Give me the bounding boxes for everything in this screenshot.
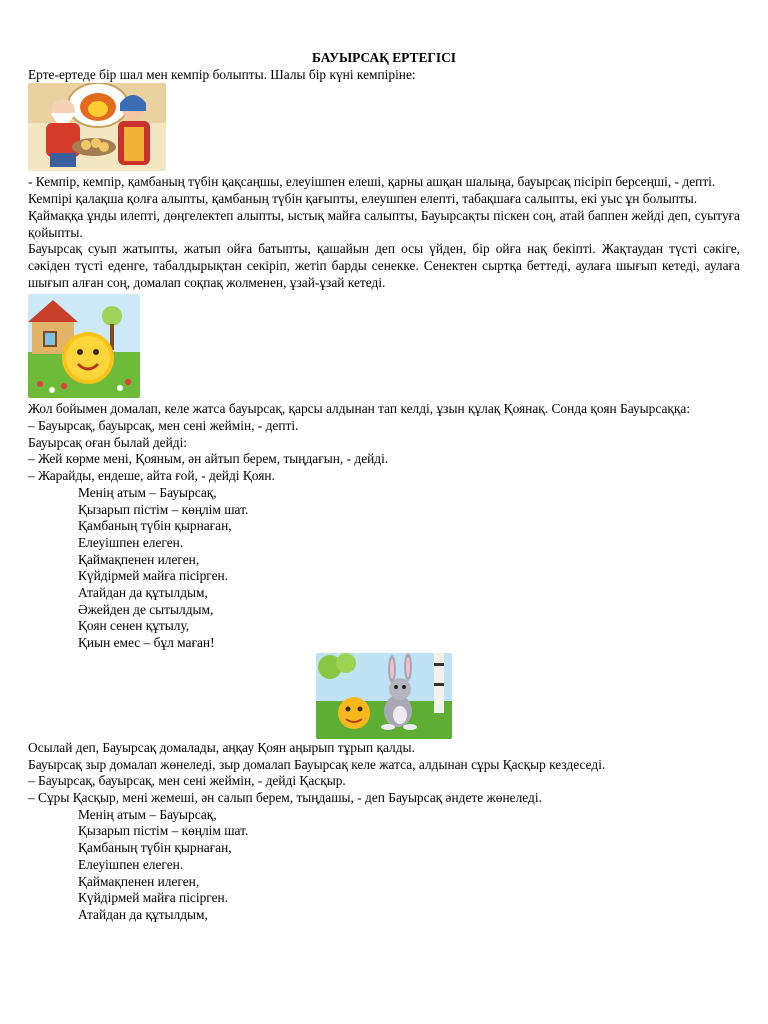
paragraph-hare-left: Осылай деп, Бауырсақ домалады, аңқау Қоян аңырып тұрып қалды. <box>28 739 415 755</box>
song-line: Қаймақпенен илеген, <box>78 873 200 889</box>
bauyrsak-reply-line: – Жей көрме мені, Қояным, ән айтып берем, тыңдағын, - дейді. <box>28 451 389 467</box>
bauyrsak-says-line: Бауырсақ оған былай дейді: <box>28 434 188 450</box>
song-line: Елеуішпен елеген. <box>78 856 184 872</box>
song-line: Қиын емес – бұл маған! <box>78 635 215 651</box>
song-line: Қамбаның түбін қырнаған, <box>78 518 232 534</box>
page-title: БАУЫРСАҚ ЕРТЕГІСІ <box>312 50 456 65</box>
paragraph-dough: Қаймаққа ұнды илепті, дөңгелектеп алыпты, ыстық майға салыпты, Бауырсақты піскен соң, атай баппен жейді деп, суытуға қойыпты. <box>28 207 740 240</box>
document-body <box>28 50 740 924</box>
song-line: Елеуішпен елеген. <box>78 534 184 550</box>
song-line: Күйдірмей майға пісірген. <box>78 568 229 584</box>
paragraph-escape: Бауырсақ суып жатыпты, жатып ойға батыпты, қашайын деп осы үйден, бір ойға нақ бекіпті. Жақтаудан түсті сәкіге, сәкіден түсті еденге, табалдырықтан секіріп, жетіп барды сенекке. Сенектен сыртқа беттеді, аулаға шығып кетеді, аулаға шығып алған соң, домалап соқпақ жолменен, ұзай-ұзай кетеді. <box>28 241 740 290</box>
song-verse-2 <box>28 807 740 924</box>
wolf-line-1: – Бауырсақ, бауырсақ, мен сені жеймін, - дейді Қасқыр. <box>28 773 346 789</box>
bauyrsak-and-hare-illustration <box>316 653 452 739</box>
paragraph-intro: Ерте-ертеде бір шал мен кемпір болыпты. Шалы бір күні кемпіріне: <box>28 66 416 82</box>
bauyrsak-reply-wolf: – Сұры Қасқыр, мені жемеші, ән салып берем, тыңдашы, - деп Бауырсақ әндете жөнеледі. <box>28 789 542 805</box>
paragraph-meets-hare: Жол бойымен домалап, келе жатса бауырсақ, қарсы алдынан тап келді, ұзын құлақ Қоянақ. Сонда қоян Бауырсаққа: <box>28 401 691 417</box>
hare-line-1: – Бауырсақ, бауырсақ, мен сені жеймін, - депті. <box>28 418 299 434</box>
song-line: Әжейден де сытылдым, <box>78 601 214 617</box>
song-line: Менің атым – Бауырсақ, <box>78 484 217 500</box>
paragraph-meets-wolf: Бауырсақ зыр домалап жөнеледі, зыр домалап Бауырсақ келе жатса, алдынан сұры Қасқыр кездеседі. <box>28 756 606 772</box>
song-line: Қызарып пістім – көңлім шат. <box>78 501 249 517</box>
song-line: Атайдан да құтылдым, <box>78 906 208 922</box>
paragraph-old-man-request: - Кемпір, кемпір, қамбаның түбін қақсаңшы, елеуішпен елеші, қарны ашқан шалыңа, бауырсақ пісіріп берсеңші, - депті. <box>28 174 716 190</box>
song-line: Күйдірмей майға пісірген. <box>78 890 229 906</box>
hare-line-2: – Жарайды, ендеше, айта ғой, - дейді Қоян. <box>28 468 275 484</box>
song-line: Қаймақпенен илеген, <box>78 551 200 567</box>
song-line: Қамбаның түбін қырнаған, <box>78 840 232 856</box>
song-line: Атайдан да құтылдым, <box>78 585 208 601</box>
song-verse-1 <box>28 485 740 652</box>
paragraph-flour: Кемпірі қалақша қолға алыпты, қамбаның түбін қағыпты, елеушпен елепті, табақшаға салыпты, екі уыс ұн болыпты. <box>28 191 698 207</box>
song-line: Қызарып пістім – көңлім шат. <box>78 823 249 839</box>
song-line: Менің атым – Бауырсақ, <box>78 806 217 822</box>
bauyrsak-near-house-illustration <box>28 294 140 398</box>
old-couple-baking-illustration <box>28 83 166 171</box>
song-line: Қоян сенен құтылу, <box>78 618 190 634</box>
